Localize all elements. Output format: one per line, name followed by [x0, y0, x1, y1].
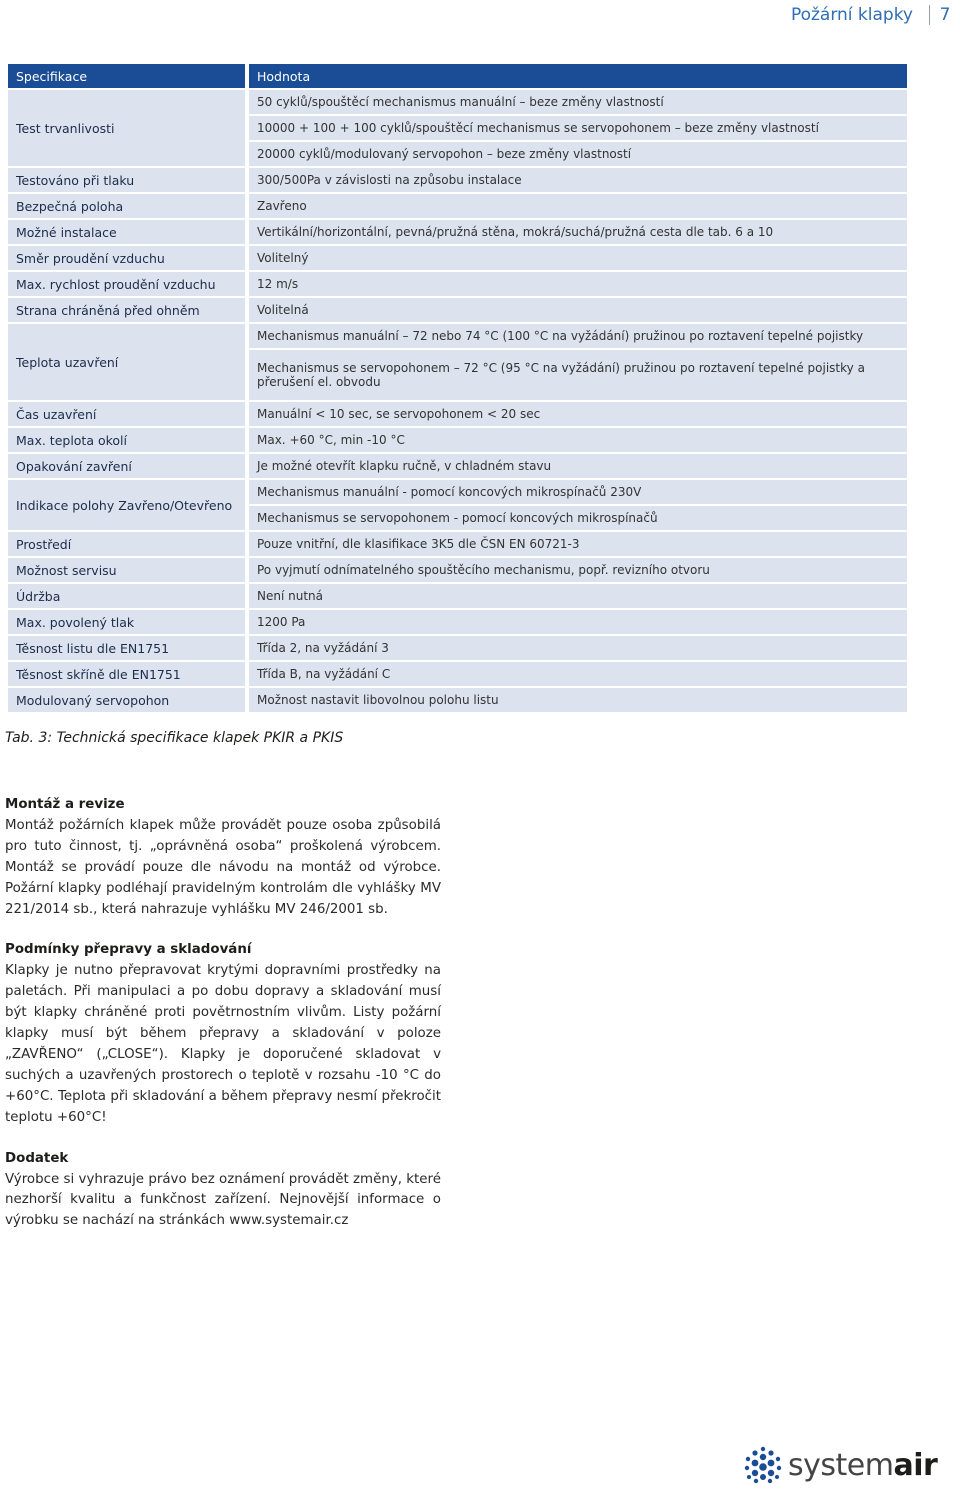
page-header [791, 4, 960, 26]
table-row [8, 428, 907, 452]
row-value: Max. +60 °C, min -10 °C [249, 428, 907, 452]
table-caption: Tab. 3: Technická specifikace klapek PKIR a PKIS [5, 730, 344, 746]
table-row [8, 558, 907, 582]
section-heading: Dodatek [5, 1150, 69, 1166]
row-label: Údržba [8, 584, 245, 608]
table-row [8, 298, 907, 322]
row-label: Prostředí [8, 532, 245, 556]
section-heading: Montáž a revize [5, 797, 125, 812]
row-value: Není nutná [249, 584, 907, 608]
row-label: Modulovaný servopohon [8, 688, 245, 712]
header-title: Požární klapky [790, 5, 913, 25]
row-value: Manuální < 10 sec, se servopohonem < 20 sec [249, 402, 907, 426]
spec-table [8, 64, 907, 714]
table-row [8, 454, 907, 478]
row-label: Max. povolený tlak [8, 610, 245, 634]
row-label: Test trvanlivosti [8, 90, 245, 166]
row-value: Po vyjmutí odnímatelného spouštěcího mechanismu, popř. revizního otvoru [249, 558, 907, 582]
row-value: 10000 + 100 + 100 cyklů/spouštěcí mechanismus se servopohonem – beze změny vlastností [249, 116, 907, 140]
row-value: Třída 2, na vyžádání 3 [249, 636, 907, 660]
row-value: Možnost nastavit libovolnou polohu listu [249, 688, 907, 712]
row-value: Je možné otevřít klapku ručně, v chladném stavu [249, 454, 907, 478]
table-row [8, 194, 907, 218]
row-label: Max. teplota okolí [8, 428, 245, 452]
row-value: 300/500Pa v závislosti na způsobu instalace [249, 168, 907, 192]
table-row [8, 532, 907, 556]
section-body: Montáž požárních klapek může provádět pouze osoba způsobilá pro tuto činnost, tj. „oprávněná osoba“ proškolená výrobcem. Montáž se provádí pouze dle návodu na montáž od výrobce. Požární klapky podléhají pravidelným kontrolám dle vyhlášky MV 221/2014 sb., která nahrazuje vyhlášku MV 246/2001 sb. [5, 817, 441, 917]
row-value: Mechanismus se servopohonem – 72 °C (95 °C na vyžádání) pružinou po roztavení tepelné pojistky a přerušení el. obvodu [249, 350, 907, 400]
row-label: Teplota uzavření [8, 324, 245, 400]
column-header-value: Hodnota [249, 64, 907, 88]
row-value: 12 m/s [249, 272, 907, 296]
row-label: Opakování zavření [8, 454, 245, 478]
row-label: Čas uzavření [8, 402, 245, 426]
row-value: 20000 cyklů/modulovaný servopohon – beze změny vlastností [249, 142, 907, 166]
row-value: Volitelná [249, 298, 907, 322]
row-value: Volitelný [249, 246, 907, 270]
row-label: Indikace polohy Zavřeno/Otevřeno [8, 480, 245, 530]
logo-wordmark: systemair [788, 1447, 938, 1483]
table-row [8, 90, 907, 166]
row-label: Testováno při tlaku [8, 168, 245, 192]
row-value: Mechanismus manuální – 72 nebo 74 °C (100 °C na vyžádání) pružinou po roztavení tepelné pojistky [249, 324, 907, 348]
table-row [8, 402, 907, 426]
table-row [8, 688, 907, 712]
page-number: 7 [939, 5, 951, 25]
text-section [5, 940, 441, 1128]
row-value: Zavřeno [249, 194, 907, 218]
row-label: Možné instalace [8, 220, 245, 244]
table-row [8, 584, 907, 608]
table-row [8, 324, 907, 400]
table-row [8, 480, 907, 530]
table-row [8, 220, 907, 244]
row-label: Směr proudění vzduchu [8, 246, 245, 270]
table-row [8, 662, 907, 686]
systemair-logo [744, 1446, 937, 1484]
row-label: Těsnost skříně dle EN1751 [8, 662, 245, 686]
table-row [8, 272, 907, 296]
logo-dots-icon [744, 1446, 782, 1484]
table-row [8, 636, 907, 660]
row-label: Max. rychlost proudění vzduchu [8, 272, 245, 296]
table-row [8, 610, 907, 634]
row-label: Strana chráněná před ohněm [8, 298, 245, 322]
section-heading: Podmínky přepravy a skladování [5, 942, 252, 958]
row-value: 50 cyklů/spouštěcí mechanismus manuální – beze změny vlastností [249, 90, 907, 114]
table-row [8, 246, 907, 270]
row-label: Bezpečná poloha [8, 194, 245, 218]
section-body: Klapky je nutno přepravovat krytými dopravními prostředky na paletách. Při manipulaci a po dobu dopravy a skladování musí být klapky chráněné proti povětrnostním vlivům. Listy požární klapky musí být během přepravy a skladování v poloze „ZAVŘENO“ („CLOSE“). Klapky je doporučené skladovat v suchých a uzavřených prostorech o teplotě v rozsahu -10 °C do +60°C. Teplota při skladování a během přepravy nesmí překročit teplotu +60°C! [5, 963, 441, 1125]
column-header-spec: Specifikace [8, 64, 245, 88]
row-label: Těsnost listu dle EN1751 [8, 636, 245, 660]
text-section [5, 795, 441, 920]
row-value: Pouze vnitřní, dle klasifikace 3K5 dle ČSN EN 60721-3 [249, 532, 907, 556]
section-body: Výrobce si vyhrazuje právo bez oznámení provádět změny, které nezhorší kvalitu a funkčnost zařízení. Nejnovější informace o výrobku se nachází na stránkách www.systemair.cz [5, 1171, 441, 1229]
text-column [5, 795, 441, 1252]
row-value: 1200 Pa [249, 610, 907, 634]
table-row [8, 168, 907, 192]
row-label: Možnost servisu [8, 558, 245, 582]
row-value: Mechanismus se servopohonem - pomocí koncových mikrospínačů [249, 506, 907, 530]
row-value: Vertikální/horizontální, pevná/pružná stěna, mokrá/suchá/pružná cesta dle tab. 6 a 10 [249, 220, 907, 244]
row-value: Třída B, na vyžádání C [249, 662, 907, 686]
table-header-row [8, 64, 907, 88]
row-value: Mechanismus manuální - pomocí koncových mikrospínačů 230V [249, 480, 907, 504]
text-section [5, 1149, 441, 1233]
